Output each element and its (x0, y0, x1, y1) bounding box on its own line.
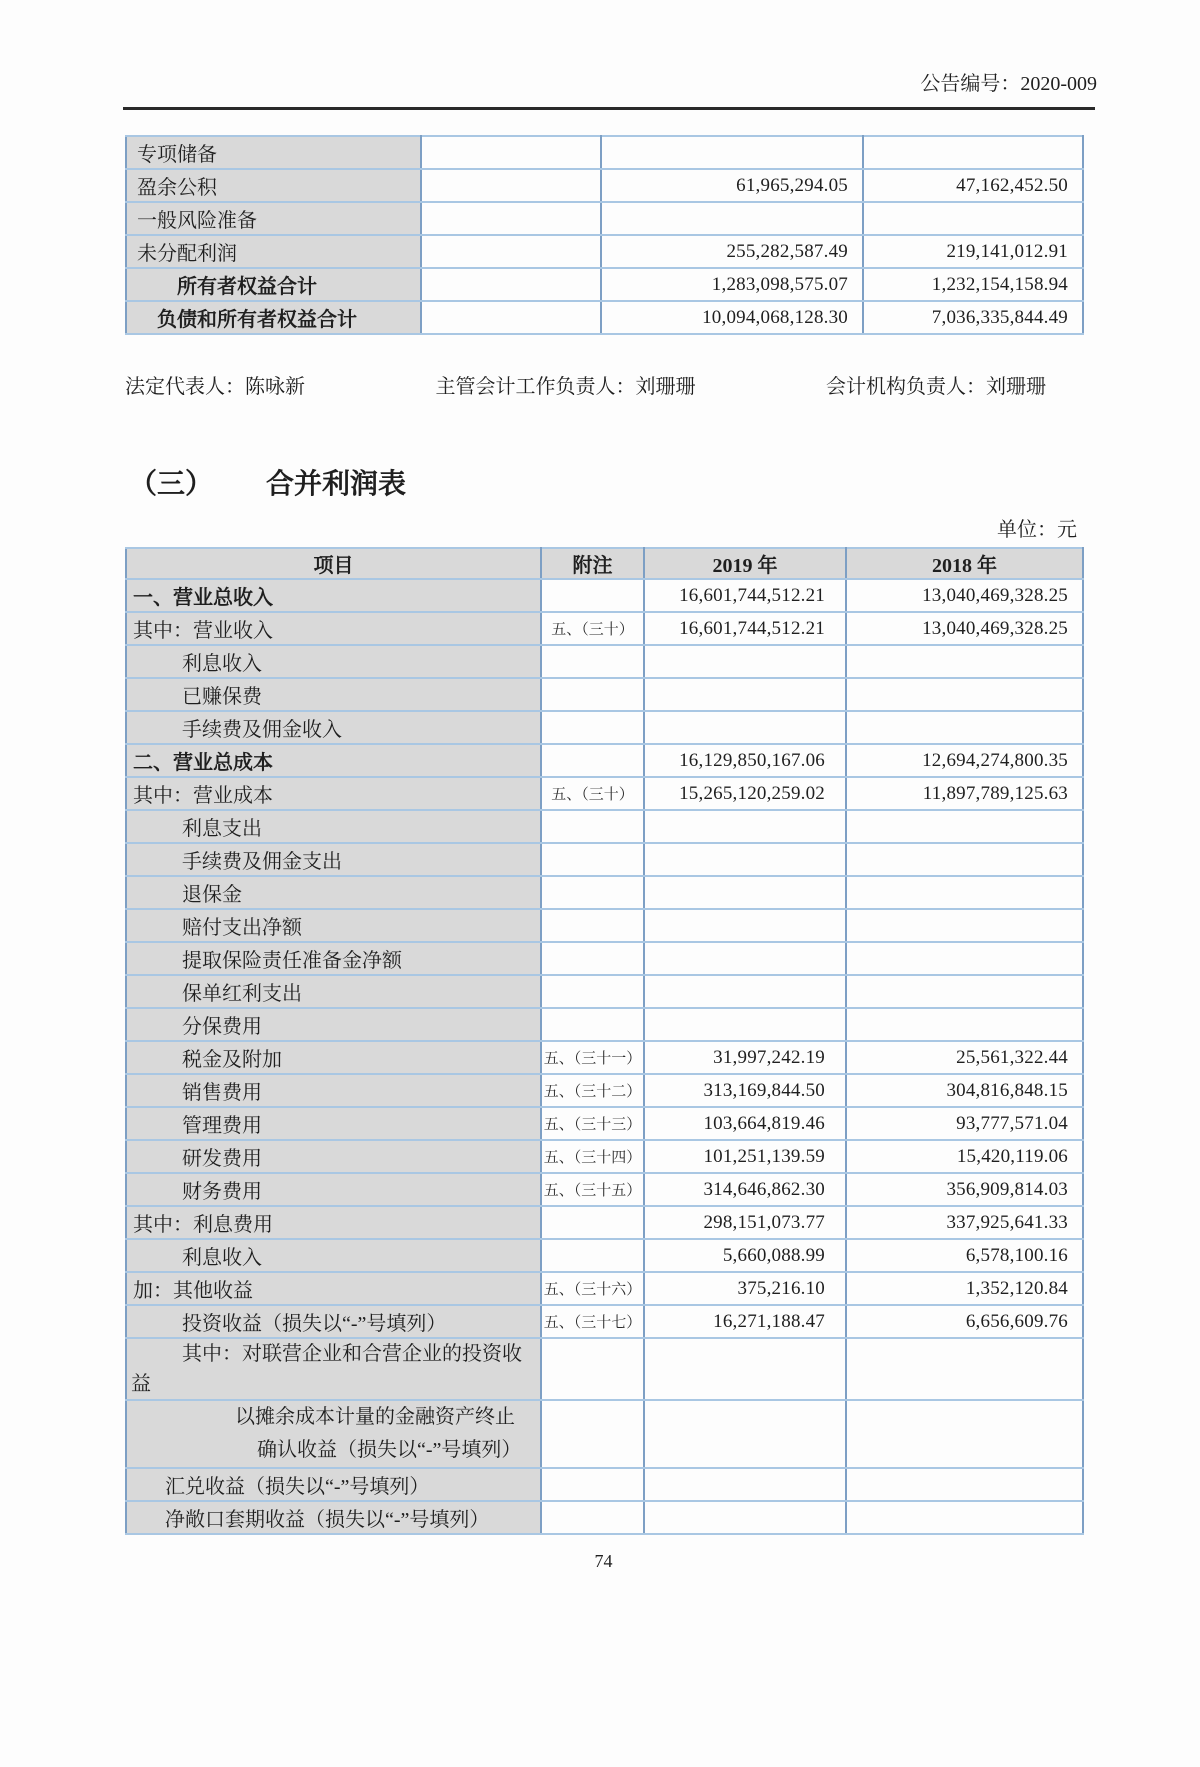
column-header-2019: 2019 年 (644, 548, 846, 579)
item-cell: 加：其他收益 (126, 1272, 541, 1305)
value-2018-cell: 25,561,322.44 (846, 1041, 1083, 1074)
table-row (126, 909, 1083, 942)
table-row (126, 876, 1083, 909)
note-cell (421, 301, 601, 334)
item-cell: 其中：利息费用 (126, 1206, 541, 1239)
note-cell (541, 645, 644, 678)
item-cell: 提取保险责任准备金净额 (126, 942, 541, 975)
value-2018-cell (846, 909, 1083, 942)
table-row (126, 678, 1083, 711)
table-row (126, 1206, 1083, 1239)
value-2019-cell: 15,265,120,259.02 (644, 777, 846, 810)
value-2018-cell: 1,352,120.84 (846, 1272, 1083, 1305)
item-cell: 未分配利润 (126, 235, 421, 268)
value-2018-cell: 13,040,469,328.25 (846, 612, 1083, 645)
item-cell: 税金及附加 (126, 1041, 541, 1074)
note-cell (421, 202, 601, 235)
value-2018-cell (846, 1008, 1083, 1041)
value-2019-cell (644, 1008, 846, 1041)
document-content (125, 135, 1082, 1572)
accounting-department-head: 会计机构负责人：刘珊珊 (826, 376, 1046, 398)
table-row (126, 612, 1083, 645)
value-2018-cell (846, 711, 1083, 744)
value-2018-cell (863, 136, 1083, 169)
table-row (126, 136, 1083, 169)
value-2019-cell: 5,660,088.99 (644, 1239, 846, 1272)
item-line: 其中：对联营企业和合营企业的投资收 (182, 1343, 522, 1365)
note-cell (421, 235, 601, 268)
value-2018-cell (846, 810, 1083, 843)
table-row (126, 1239, 1083, 1272)
signature-line (125, 373, 1046, 401)
note-cell (421, 136, 601, 169)
value-2018-cell (846, 1338, 1083, 1400)
value-2019-cell: 16,129,850,167.06 (644, 744, 846, 777)
table-row (126, 1501, 1083, 1534)
table-row (126, 1173, 1083, 1206)
item-cell: 保单红利支出 (126, 975, 541, 1008)
value-2019-cell: 16,271,188.47 (644, 1305, 846, 1338)
table-header-row (126, 548, 1083, 579)
table-row (126, 202, 1083, 235)
value-2018-cell (846, 1400, 1083, 1468)
value-2018-cell (846, 1468, 1083, 1501)
table-row (126, 744, 1083, 777)
note-cell (541, 1400, 644, 1468)
value-2019-cell: 16,601,744,512.21 (644, 612, 846, 645)
note-cell (541, 876, 644, 909)
table-row (126, 777, 1083, 810)
value-2018-cell: 7,036,335,844.49 (863, 301, 1083, 334)
value-2018-cell: 12,694,274,800.35 (846, 744, 1083, 777)
legal-representative: 法定代表人：陈咏新 (125, 376, 305, 398)
note-cell: 五、（三十五） (541, 1173, 644, 1206)
item-cell: 利息收入 (126, 1239, 541, 1272)
note-cell (541, 843, 644, 876)
note-cell: 五、（三十三） (541, 1107, 644, 1140)
note-cell: 五、（三十） (541, 612, 644, 645)
item-cell: 销售费用 (126, 1074, 541, 1107)
item-cell: 管理费用 (126, 1107, 541, 1140)
item-cell: 退保金 (126, 876, 541, 909)
value-2019-cell (644, 942, 846, 975)
value-2019-cell (644, 1400, 846, 1468)
note-cell: 五、（三十） (541, 777, 644, 810)
item-cell: 投资收益（损失以“-”号填列） (126, 1305, 541, 1338)
table-row (126, 1400, 1083, 1468)
column-header-item: 项目 (126, 548, 541, 579)
value-2019-cell (644, 1468, 846, 1501)
item-cell: 所有者权益合计 (126, 268, 421, 301)
value-2019-cell: 10,094,068,128.30 (601, 301, 863, 334)
note-cell (541, 975, 644, 1008)
item-cell: 财务费用 (126, 1173, 541, 1206)
item-cell (126, 1338, 541, 1400)
item-cell: 负债和所有者权益合计 (126, 301, 421, 334)
note-cell (541, 942, 644, 975)
value-2019-cell (644, 843, 846, 876)
table-row (126, 235, 1083, 268)
table-row (126, 1468, 1083, 1501)
table-row (126, 1107, 1083, 1140)
item-cell: 专项储备 (126, 136, 421, 169)
note-cell (421, 169, 601, 202)
note-cell (541, 1468, 644, 1501)
value-2018-cell: 1,232,154,158.94 (863, 268, 1083, 301)
note-cell: 五、（三十一） (541, 1041, 644, 1074)
table-row (126, 268, 1083, 301)
item-cell: 一、营业总收入 (126, 579, 541, 612)
table-row (126, 169, 1083, 202)
value-2018-cell (863, 202, 1083, 235)
unit-label: 单位：元 (997, 519, 1077, 541)
value-2018-cell (846, 942, 1083, 975)
value-2018-cell (846, 1501, 1083, 1534)
note-cell (541, 909, 644, 942)
value-2019-cell: 103,664,819.46 (644, 1107, 846, 1140)
table-row (126, 1008, 1083, 1041)
item-cell: 二、营业总成本 (126, 744, 541, 777)
value-2019-cell: 101,251,139.59 (644, 1140, 846, 1173)
income-statement-table (125, 547, 1084, 1535)
item-cell (126, 1400, 541, 1468)
value-2018-cell: 337,925,641.33 (846, 1206, 1083, 1239)
value-2018-cell: 6,656,609.76 (846, 1305, 1083, 1338)
item-cell: 利息收入 (126, 645, 541, 678)
note-cell: 五、（三十六） (541, 1272, 644, 1305)
balance-sheet-continuation-table (125, 135, 1084, 335)
table-row (126, 579, 1083, 612)
value-2019-cell (601, 136, 863, 169)
value-2019-cell: 1,283,098,575.07 (601, 268, 863, 301)
column-header-2018: 2018 年 (846, 548, 1083, 579)
value-2018-cell: 304,816,848.15 (846, 1074, 1083, 1107)
value-2018-cell: 15,420,119.06 (846, 1140, 1083, 1173)
chief-accountant: 主管会计工作负责人：刘珊珊 (435, 376, 696, 398)
value-2019-cell: 16,601,744,512.21 (644, 579, 846, 612)
value-2018-cell (846, 678, 1083, 711)
table-row (126, 975, 1083, 1008)
item-cell: 已赚保费 (126, 678, 541, 711)
table-row (126, 1338, 1083, 1400)
note-cell: 五、（三十二） (541, 1074, 644, 1107)
item-line: 益 (131, 1373, 151, 1395)
item-cell: 其中：营业成本 (126, 777, 541, 810)
value-2018-cell: 11,897,789,125.63 (846, 777, 1083, 810)
note-cell (541, 579, 644, 612)
note-cell (541, 1008, 644, 1041)
section-title (125, 467, 1082, 503)
item-line: 确认收益（损失以“-”号填列） (257, 1439, 522, 1461)
item-cell: 手续费及佣金支出 (126, 843, 541, 876)
note-cell (541, 810, 644, 843)
item-cell: 分保费用 (126, 1008, 541, 1041)
value-2019-cell (644, 975, 846, 1008)
section-index: （三） (129, 469, 214, 500)
note-cell (541, 1239, 644, 1272)
item-cell: 赔付支出净额 (126, 909, 541, 942)
value-2019-cell: 375,216.10 (644, 1272, 846, 1305)
table-row (126, 1305, 1083, 1338)
value-2019-cell: 298,151,073.77 (644, 1206, 846, 1239)
table-row (126, 1074, 1083, 1107)
note-cell (541, 1206, 644, 1239)
table-row (126, 1041, 1083, 1074)
note-cell: 五、（三十七） (541, 1305, 644, 1338)
item-cell: 一般风险准备 (126, 202, 421, 235)
value-2018-cell: 219,141,012.91 (863, 235, 1083, 268)
value-2019-cell (644, 909, 846, 942)
note-cell (541, 744, 644, 777)
value-2019-cell (644, 1338, 846, 1400)
value-2019-cell (644, 810, 846, 843)
item-line: 以摊余成本计量的金融资产终止 (235, 1406, 515, 1428)
note-cell (541, 678, 644, 711)
item-cell: 盈余公积 (126, 169, 421, 202)
value-2018-cell (846, 843, 1083, 876)
value-2019-cell (644, 678, 846, 711)
note-cell (421, 268, 601, 301)
header-rule (123, 107, 1095, 110)
notice-number: 公告编号：2020-009 (920, 73, 1097, 95)
value-2019-cell: 255,282,587.49 (601, 235, 863, 268)
value-2019-cell: 31,997,242.19 (644, 1041, 846, 1074)
value-2019-cell (644, 645, 846, 678)
item-cell: 手续费及佣金收入 (126, 711, 541, 744)
item-cell: 净敞口套期收益（损失以“-”号填列） (126, 1501, 541, 1534)
section-title-text: 合并利润表 (266, 469, 407, 500)
table-row (126, 645, 1083, 678)
table-row (126, 1272, 1083, 1305)
item-cell: 其中：营业收入 (126, 612, 541, 645)
value-2019-cell: 61,965,294.05 (601, 169, 863, 202)
note-cell (541, 1501, 644, 1534)
page-number: 74 (594, 1551, 613, 1571)
table-row (126, 843, 1083, 876)
column-header-note: 附注 (541, 548, 644, 579)
value-2019-cell (644, 711, 846, 744)
value-2018-cell: 356,909,814.03 (846, 1173, 1083, 1206)
value-2018-cell: 47,162,452.50 (863, 169, 1083, 202)
table-row (126, 301, 1083, 334)
item-cell: 研发费用 (126, 1140, 541, 1173)
value-2018-cell: 6,578,100.16 (846, 1239, 1083, 1272)
value-2019-cell: 313,169,844.50 (644, 1074, 846, 1107)
value-2019-cell: 314,646,862.30 (644, 1173, 846, 1206)
table-row (126, 1140, 1083, 1173)
value-2018-cell: 93,777,571.04 (846, 1107, 1083, 1140)
table-row (126, 942, 1083, 975)
item-cell: 汇兑收益（损失以“-”号填列） (126, 1468, 541, 1501)
value-2019-cell (644, 1501, 846, 1534)
value-2018-cell (846, 876, 1083, 909)
value-2019-cell (601, 202, 863, 235)
item-cell: 利息支出 (126, 810, 541, 843)
value-2018-cell (846, 645, 1083, 678)
table-row (126, 711, 1083, 744)
table-row (126, 810, 1083, 843)
note-cell (541, 711, 644, 744)
value-2019-cell (644, 876, 846, 909)
value-2018-cell (846, 975, 1083, 1008)
note-cell (541, 1338, 644, 1400)
value-2018-cell: 13,040,469,328.25 (846, 579, 1083, 612)
note-cell: 五、（三十四） (541, 1140, 644, 1173)
